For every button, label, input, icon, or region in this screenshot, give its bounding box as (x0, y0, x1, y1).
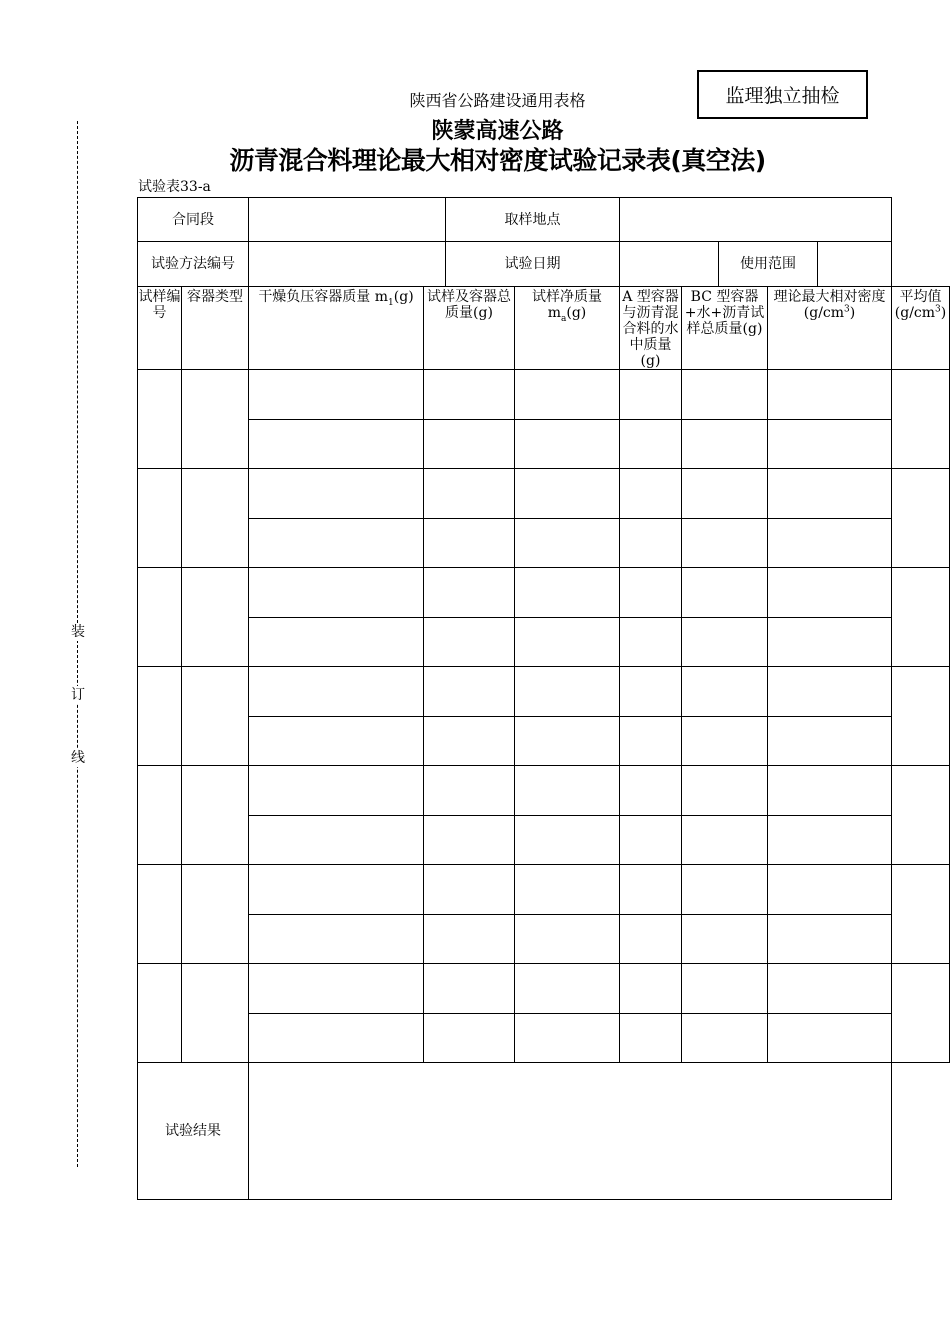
usage-scope-field[interactable] (818, 242, 892, 287)
total-mass-cell[interactable] (424, 964, 515, 1014)
bc-type-mass-cell[interactable] (682, 865, 768, 915)
net-mass-cell[interactable] (515, 370, 620, 420)
table-row (138, 816, 950, 865)
sample-number-cell[interactable] (138, 568, 182, 667)
net-mass-cell[interactable] (515, 766, 620, 816)
net-mass-cell[interactable] (515, 964, 620, 1014)
average-cell[interactable] (892, 865, 950, 964)
density-cell[interactable] (768, 1014, 892, 1063)
a-type-mass-cell[interactable] (620, 915, 682, 964)
table-row (138, 964, 950, 1014)
container-type-cell[interactable] (182, 766, 249, 865)
bc-type-mass-cell[interactable] (682, 915, 768, 964)
table-row (138, 717, 950, 766)
table-row (138, 1014, 950, 1063)
usage-scope-label: 使用范围 (719, 242, 818, 287)
dry-container-mass-cell[interactable] (249, 865, 424, 915)
density-cell[interactable] (768, 865, 892, 915)
table-row (138, 618, 950, 667)
dry-container-mass-cell[interactable] (249, 766, 424, 816)
page-title: 沥青混合料理论最大相对密度试验记录表(真空法) (229, 146, 766, 175)
result-row (138, 1063, 950, 1200)
total-mass-cell[interactable] (424, 816, 515, 865)
density-cell[interactable] (768, 964, 892, 1014)
density-cell[interactable] (768, 766, 892, 816)
a-type-mass-cell[interactable] (620, 519, 682, 568)
dry-container-mass-cell[interactable] (249, 370, 424, 420)
binding-line (77, 121, 78, 1167)
binding-char-xian: 线 (71, 750, 85, 766)
net-mass-cell[interactable] (515, 618, 620, 667)
binding-char-zhuang: 装 (71, 624, 85, 640)
result-field[interactable] (249, 1063, 892, 1200)
dry-container-mass-cell[interactable] (249, 717, 424, 766)
a-type-mass-cell[interactable] (620, 469, 682, 519)
sampling-location-field[interactable] (620, 198, 892, 242)
sample-number-cell[interactable] (138, 964, 182, 1063)
density-cell[interactable] (768, 420, 892, 469)
sample-number-cell[interactable] (138, 865, 182, 964)
bc-type-mass-cell[interactable] (682, 717, 768, 766)
bc-type-mass-cell[interactable] (682, 469, 768, 519)
bc-type-mass-cell[interactable] (682, 370, 768, 420)
binding-char-ding: 订 (71, 687, 85, 703)
total-mass-cell[interactable] (424, 1014, 515, 1063)
col-total-mass: 试样及容器总质量(g) (424, 287, 515, 370)
column-header-row (138, 287, 950, 370)
average-cell[interactable] (892, 667, 950, 766)
project-name: 陕蒙高速公路 (431, 119, 564, 144)
density-cell[interactable] (768, 717, 892, 766)
dry-container-mass-cell[interactable] (249, 915, 424, 964)
density-cell[interactable] (768, 469, 892, 519)
average-unit: ) (940, 305, 947, 321)
bc-type-mass-cell[interactable] (682, 618, 768, 667)
container-type-cell[interactable] (182, 568, 249, 667)
table-row (138, 865, 950, 915)
contract-label: 合同段 (138, 198, 249, 242)
col-net-mass (515, 287, 620, 370)
net-mass-cell[interactable] (515, 915, 620, 964)
a-type-mass-cell[interactable] (620, 964, 682, 1014)
total-mass-cell[interactable] (424, 915, 515, 964)
net-mass-cell[interactable] (515, 1014, 620, 1063)
col-bc-type-total-mass: BC 型容器+水+沥青试样总质量(g) (682, 287, 768, 370)
dry-mass-subscript: 1 (388, 297, 394, 308)
average-cell[interactable] (892, 370, 950, 469)
result-label: 试验结果 (138, 1063, 249, 1200)
col-dry-container-mass (249, 287, 424, 370)
average-cell[interactable] (892, 568, 950, 667)
dry-container-mass-cell[interactable] (249, 964, 424, 1014)
density-superscript: 3 (844, 304, 850, 315)
col-sample-number: 试样编号 (138, 287, 182, 370)
a-type-mass-cell[interactable] (620, 420, 682, 469)
sample-number-cell[interactable] (138, 469, 182, 568)
table-row (138, 370, 950, 420)
density-cell[interactable] (768, 370, 892, 420)
density-cell[interactable] (768, 667, 892, 717)
bc-type-mass-cell[interactable] (682, 816, 768, 865)
contract-field[interactable] (249, 198, 446, 242)
total-mass-cell[interactable] (424, 667, 515, 717)
dry-container-mass-cell[interactable] (249, 667, 424, 717)
total-mass-cell[interactable] (424, 420, 515, 469)
col-container-type: 容器类型 (182, 287, 249, 370)
bc-type-mass-cell[interactable] (682, 568, 768, 618)
dry-container-mass-cell[interactable] (249, 618, 424, 667)
info-row-1 (138, 198, 950, 242)
average-superscript: 3 (935, 304, 941, 315)
net-mass-cell[interactable] (515, 865, 620, 915)
net-mass-cell[interactable] (515, 568, 620, 618)
average-cell[interactable] (892, 469, 950, 568)
table-row (138, 667, 950, 717)
table-row (138, 420, 950, 469)
total-mass-cell[interactable] (424, 519, 515, 568)
container-type-cell[interactable] (182, 964, 249, 1063)
a-type-mass-cell[interactable] (620, 667, 682, 717)
table-row (138, 915, 950, 964)
container-type-cell[interactable] (182, 667, 249, 766)
dry-container-mass-cell[interactable] (249, 519, 424, 568)
a-type-mass-cell[interactable] (620, 568, 682, 618)
a-type-mass-cell[interactable] (620, 766, 682, 816)
total-mass-cell[interactable] (424, 865, 515, 915)
supervision-stamp: 监理独立抽检 (697, 70, 868, 119)
total-mass-cell[interactable] (424, 717, 515, 766)
net-mass-cell[interactable] (515, 816, 620, 865)
bc-type-mass-cell[interactable] (682, 964, 768, 1014)
test-date-field[interactable] (620, 242, 719, 287)
dry-mass-unit: (g) (393, 289, 414, 305)
dry-container-mass-cell[interactable] (249, 568, 424, 618)
a-type-mass-cell[interactable] (620, 717, 682, 766)
method-number-label: 试验方法编号 (138, 242, 249, 287)
net-mass-subscript: a (561, 313, 567, 324)
density-cell[interactable] (768, 618, 892, 667)
net-mass-unit: (g) (566, 305, 587, 321)
density-cell[interactable] (768, 915, 892, 964)
dry-container-mass-cell[interactable] (249, 469, 424, 519)
sampling-location-label: 取样地点 (446, 198, 620, 242)
sample-number-cell[interactable] (138, 766, 182, 865)
container-type-cell[interactable] (182, 865, 249, 964)
average-cell[interactable] (892, 766, 950, 865)
method-number-field[interactable] (249, 242, 446, 287)
total-mass-cell[interactable] (424, 469, 515, 519)
density-text: 理论最大相对密度 (g/cm (773, 289, 886, 321)
dry-container-mass-cell[interactable] (249, 816, 424, 865)
col-a-type-underwater-mass: A 型容器与沥青混合料的水中质量(g) (620, 287, 682, 370)
total-mass-cell[interactable] (424, 618, 515, 667)
average-text: 平均值 (g/cm (894, 289, 942, 321)
total-mass-cell[interactable] (424, 766, 515, 816)
form-subtitle: 陕西省公路建设通用表格 (409, 91, 586, 110)
table-row (138, 568, 950, 618)
total-mass-cell[interactable] (424, 370, 515, 420)
bc-type-mass-cell[interactable] (682, 420, 768, 469)
col-average (892, 287, 950, 370)
a-type-mass-cell[interactable] (620, 370, 682, 420)
net-mass-cell[interactable] (515, 717, 620, 766)
dry-container-mass-cell[interactable] (249, 1014, 424, 1063)
average-cell[interactable] (892, 964, 950, 1063)
sample-number-cell[interactable] (138, 370, 182, 469)
density-unit: ) (849, 305, 856, 321)
a-type-mass-cell[interactable] (620, 1014, 682, 1063)
form-code: 试验表33-a (138, 179, 211, 195)
net-mass-cell[interactable] (515, 469, 620, 519)
bc-type-mass-cell[interactable] (682, 1014, 768, 1063)
a-type-mass-cell[interactable] (620, 618, 682, 667)
density-cell[interactable] (768, 568, 892, 618)
table-row (138, 766, 950, 816)
a-type-mass-cell[interactable] (620, 816, 682, 865)
density-cell[interactable] (768, 816, 892, 865)
container-type-cell[interactable] (182, 370, 249, 469)
dry-container-mass-cell[interactable] (249, 420, 424, 469)
bc-type-mass-cell[interactable] (682, 667, 768, 717)
table-row (138, 469, 950, 519)
info-row-2 (138, 242, 950, 287)
bc-type-mass-cell[interactable] (682, 519, 768, 568)
density-cell[interactable] (768, 519, 892, 568)
sample-number-cell[interactable] (138, 667, 182, 766)
net-mass-cell[interactable] (515, 420, 620, 469)
dry-mass-text: 干燥负压容器质量 m (258, 289, 389, 305)
test-date-label: 试验日期 (446, 242, 620, 287)
a-type-mass-cell[interactable] (620, 865, 682, 915)
col-max-relative-density (768, 287, 892, 370)
table-row (138, 519, 950, 568)
net-mass-cell[interactable] (515, 519, 620, 568)
bc-type-mass-cell[interactable] (682, 766, 768, 816)
container-type-cell[interactable] (182, 469, 249, 568)
record-table (137, 197, 950, 1200)
total-mass-cell[interactable] (424, 568, 515, 618)
net-mass-cell[interactable] (515, 667, 620, 717)
net-mass-text: 试样净质量 m (532, 289, 602, 321)
